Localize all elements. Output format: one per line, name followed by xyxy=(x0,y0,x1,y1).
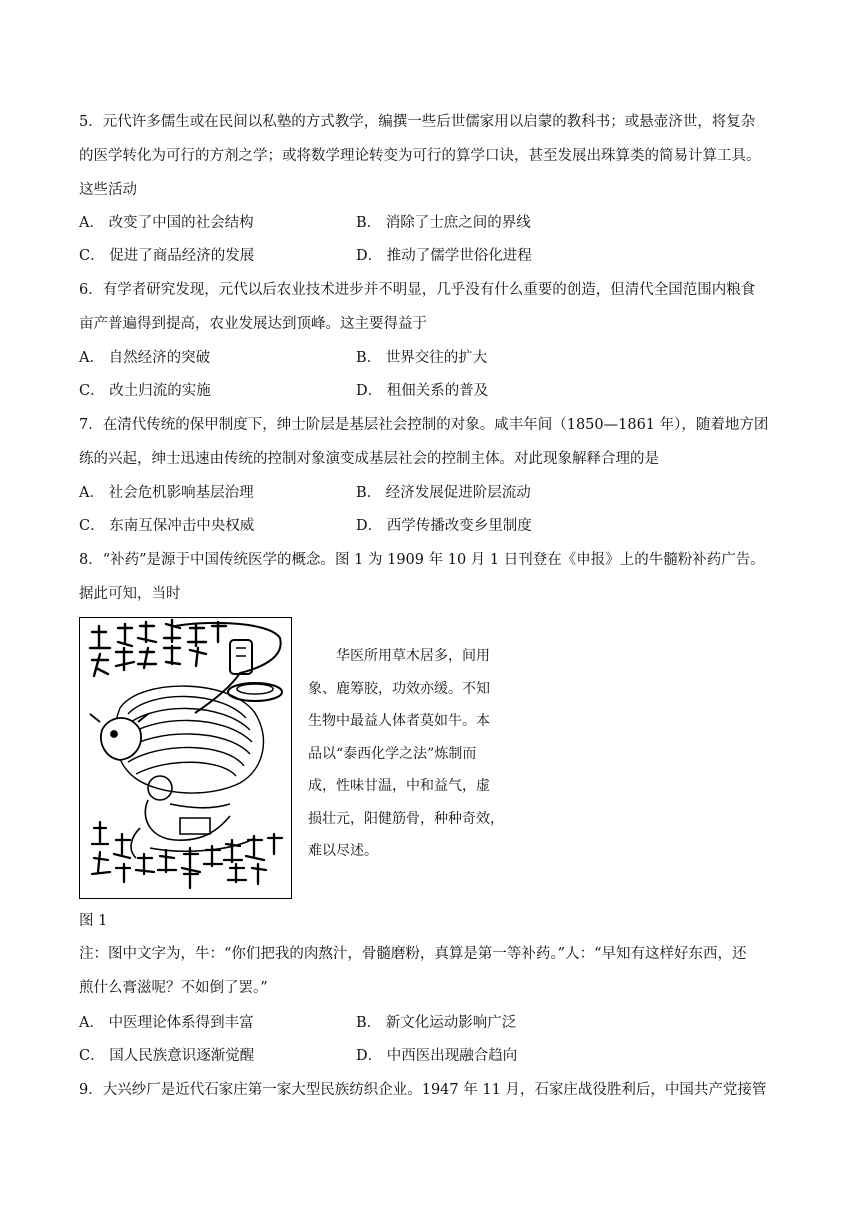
q6-option-d: D． 租佃关系的普及 xyxy=(356,383,489,399)
ad-text-line: 生物中最益人体者莫如牛。本 xyxy=(308,713,490,729)
q5-stem-line-1: 5．元代许多儒生或在民间以私塾的方式教学，编撰一些后世儒家用以启蒙的教科书；或悬壶济世，将复杂 xyxy=(79,114,756,130)
q7-option-b: B． 经济发展促进阶层流动 xyxy=(356,485,531,501)
q7-option-a: A． 社会危机影响基层治理 xyxy=(79,485,254,501)
q8-note-line-1: 注：图中文字为，牛：“你们把我的肉熬汁，骨髓磨粉，真算是第一等补药。”人：“早知有这样好东西，还 xyxy=(79,946,747,962)
ox-and-man-drawing xyxy=(80,618,291,898)
q5-option-c: C． 促进了商品经济的发展 xyxy=(79,248,255,264)
q9-stem-line-1: 9．大兴纱厂是近代石家庄第一家大型民族纺织企业。1947 年 11 月，石家庄战役胜利后，中国共产党接管 xyxy=(79,1082,767,1098)
ad-text-line: 象、鹿筹胶，功效亦缓。不知 xyxy=(308,680,490,697)
q8-option-a: A． 中医理论体系得到丰富 xyxy=(79,1015,254,1031)
advertisement-text xyxy=(308,640,518,868)
q7-stem-line-1: 7．在清代传统的保甲制度下，绅士阶层是基层社会控制的对象。咸丰年间（1850—1861 年），随着地方团 xyxy=(79,417,769,433)
q6-stem-line-2: 亩产普遍得到提高，农业发展达到顶峰。这主要得益于 xyxy=(79,316,427,332)
q7-stem-line-2: 练的兴起，绅士迅速由传统的控制对象演变成基层社会的控制主体。对此现象解释合理的是 xyxy=(79,451,659,467)
q8-option-c: C． 国人民族意识逐渐觉醒 xyxy=(79,1048,255,1064)
q6-stem-line-1: 6．有学者研究发现，元代以后农业技术进步并不明显，几乎没有什么重要的创造，但清代全国范围内粮食 xyxy=(79,282,756,298)
q6-option-a: A． 自然经济的突破 xyxy=(79,350,211,366)
q7-option-c: C． 东南互保冲击中央权威 xyxy=(79,518,255,534)
figure-caption: 图 1 xyxy=(79,913,108,929)
q5-stem-line-3: 这些活动 xyxy=(79,182,137,198)
q5-stem-line-2: 的医学转化为可行的方剂之学；或将数学理论转变为可行的算学口诀，甚至发展出珠算类的简易计算工具。 xyxy=(79,148,761,164)
ad-text-line: 华医所用草木居多，间用 xyxy=(308,648,490,664)
advertisement-illustration xyxy=(79,617,292,899)
q8-option-b: B． 新文化运动影响广泛 xyxy=(356,1015,517,1031)
q5-option-d: D． 推动了儒学世俗化进程 xyxy=(356,248,532,264)
q8-option-d: D． 中西医出现融合趋向 xyxy=(356,1048,518,1064)
q5-option-a: A． 改变了中国的社会结构 xyxy=(79,215,254,231)
ad-text-line: 成，性味甘温，中和益气，虚 xyxy=(308,778,490,794)
q8-stem-line-1: 8．“补药”是源于中国传统医学的概念。图 1 为 1909 年 10 月 1 日刊登在《申报》上的牛髓粉补药广告。 xyxy=(79,552,765,568)
q8-note-line-2: 煎什么膏滋呢？不如倒了罢。” xyxy=(79,980,268,996)
q6-option-c: C． 改土归流的实施 xyxy=(79,383,211,399)
ad-text-line: 损壮元，阳健筋骨，种种奇效， xyxy=(308,810,504,827)
ad-text-line: 品以“泰西化学之法”炼制而 xyxy=(308,745,477,762)
q5-option-b: B． 消除了士庶之间的界线 xyxy=(356,215,531,231)
q7-option-d: D． 西学传播改变乡里制度 xyxy=(356,518,532,534)
ad-text-line: 难以尽述。 xyxy=(308,843,378,859)
q6-option-b: B． 世界交往的扩大 xyxy=(356,350,488,366)
q8-stem-line-2: 据此可知，当时 xyxy=(79,586,181,602)
